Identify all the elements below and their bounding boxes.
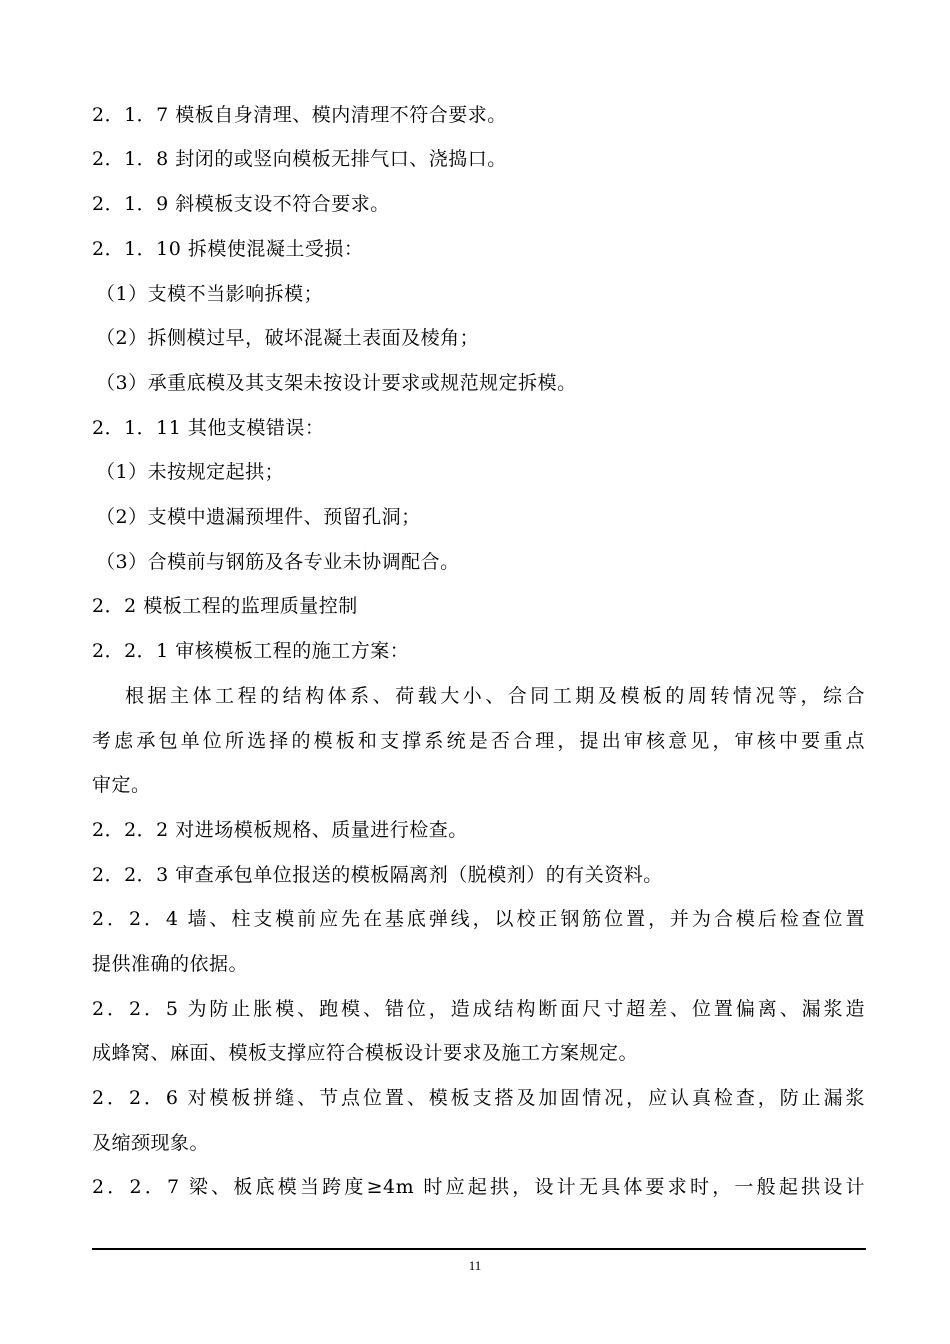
paragraph-line: 根据主体工程的结构体系、荷载大小、合同工期及模板的周转情况等，综合 bbox=[125, 685, 865, 707]
page-number: 11 bbox=[468, 1258, 482, 1273]
paragraph-line: 提供准确的依据。 bbox=[92, 953, 249, 975]
list-item: （2）拆侧模过早，破坏混凝土表面及棱角； bbox=[96, 327, 480, 349]
paragraph-line: 成蜂窝、麻面、模板支撑应符合模板设计要求及施工方案规定。 bbox=[92, 1042, 639, 1064]
list-item: （3）承重底模及其支架未按设计要求或规范规定拆模。 bbox=[96, 372, 577, 394]
text-line: 2．1．11 其他支模错误： bbox=[92, 417, 325, 439]
list-item: （3）合模前与钢筋及各专业未协调配合。 bbox=[96, 551, 460, 573]
paragraph-line: 2．2．4 墙、柱支模前应先在基底弹线，以校正钢筋位置，并为合模后检查位置 bbox=[92, 908, 865, 930]
list-item: （2）支模中遗漏预埋件、预留孔洞； bbox=[96, 506, 421, 528]
text-line: 2．1．8 封闭的或竖向模板无排气口、浇捣口。 bbox=[92, 148, 507, 170]
paragraph-line: 审定。 bbox=[92, 774, 151, 796]
paragraph-line: 2．2．6 对模板拼缝、节点位置、模板支搭及加固情况，应认真检查，防止漏浆 bbox=[92, 1087, 865, 1109]
text-line: 2．2．2 对进场模板规格、质量进行检查。 bbox=[92, 819, 468, 841]
paragraph-line: 考虑承包单位所选择的模板和支撑系统是否合理，提出审核意见，审核中要重点 bbox=[92, 730, 865, 752]
text-line: 2．2．3 审查承包单位报送的模板隔离剂（脱模剂）的有关资料。 bbox=[92, 864, 663, 886]
section-heading: 2．2 模板工程的监理质量控制 bbox=[92, 595, 358, 617]
text-line: 2．1．9 斜模板支设不符合要求。 bbox=[92, 193, 390, 215]
footer-divider bbox=[92, 1248, 866, 1250]
paragraph-line: 及缩颈现象。 bbox=[92, 1132, 210, 1154]
list-item: （1）支模不当影响拆模； bbox=[96, 283, 324, 305]
paragraph-line: 2．2．7 梁、板底模当跨度≥4m 时应起拱，设计无具体要求时，一般起拱设计 bbox=[92, 1176, 865, 1198]
paragraph-line: 2．2．5 为防止胀模、跑模、错位，造成结构断面尺寸超差、位置偏离、漏浆造 bbox=[92, 998, 865, 1020]
text-line: 2．1．10 拆模使混凝土受损： bbox=[92, 238, 364, 260]
list-item: （1）未按规定起拱； bbox=[96, 461, 285, 483]
text-line: 2．1．7 模板自身清理、模内清理不符合要求。 bbox=[92, 104, 507, 126]
text-line: 2．2．1 审核模板工程的施工方案： bbox=[92, 640, 410, 662]
